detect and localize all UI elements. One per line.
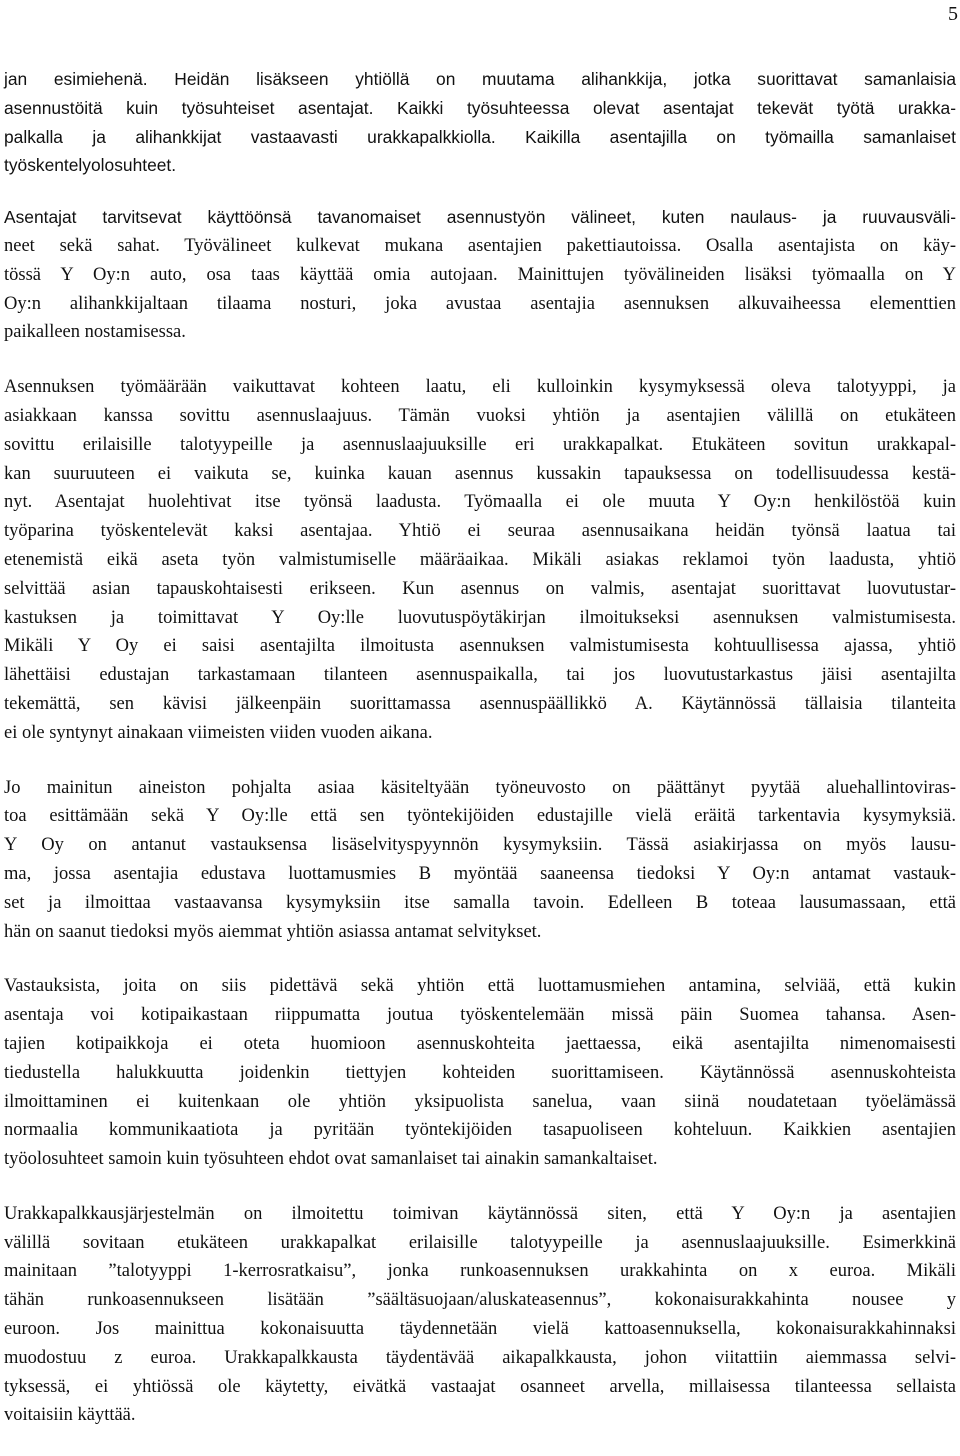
text-line: euroon. Jos mainittua kokonaisuutta täydennetään vielä kattoasennuksella, kokonaisurakkahinnaksi: [4, 1319, 956, 1340]
text-line: Mikäli Y Oy ei saisi asentajilta ilmoitusta asennuksen valmistumisesta kohtuullisessa ajassa, yhtiö: [4, 636, 956, 657]
text-line: tähän runkoasennukseen lisätään ”säältäsuojaan/aluskateasennus”, kokonaisurakkahinta nousee y: [4, 1290, 956, 1311]
text-line: ei ole syntynyt ainakaan viimeisten viiden vuoden aikana.: [4, 722, 433, 743]
text-line: tiedustella halukkuutta joidenkin tiettyjen kohteiden suorittamiseen. Käytännössä asennuskohteista: [4, 1062, 956, 1083]
text-line: asennustöitä kuin työsuhteiset asentajat. Kaikki työsuhteessa olevat asentajat tekevät työtä urakka-: [4, 97, 956, 118]
text-line: Oy:n alihankkijaltaan tilaama nosturi, joka avustaa asentajia asennuksen alkuvaiheessa elementtien: [4, 293, 956, 314]
text-line: työskentelyolosuhteet.: [4, 155, 177, 176]
text-line: sovittu erilaisille talotyypeille ja asennuslaajuuksille eri urakkapalkat. Etukäteen sovitun urakkapal-: [4, 434, 956, 455]
text-line: hän on saanut tiedoksi myös aiemmat yhtiön asiassa antamat selvitykset.: [4, 921, 542, 942]
text-line: Jo mainitun aineiston pohjalta asiaa käsiteltyään työneuvosto on päättänyt pyytää aluehallintoviras-: [4, 777, 956, 798]
text-line: neet sekä sahat. Työvälineet kulkevat mukana asentajien pakettiautoissa. Osalla asentajista on käy-: [4, 235, 956, 256]
paragraph-3: [4, 373, 956, 747]
paragraph-1: [4, 65, 956, 180]
text-line: työparina työskentelevät kaksi asentajaa. Yhtiö ei seuraa asennusaikana heidän työnsä laatua tai: [4, 521, 956, 542]
paragraph-4: [4, 774, 956, 947]
text-line: ilmoittaminen ei kuitenkaan ole yhtiön yksipuolista sanelua, vaan siinä noudatetaan työelämässä: [4, 1091, 956, 1112]
paragraph-6: [4, 1200, 956, 1430]
text-line: palkalla ja alihankkijat vastaavasti urakkapalkkiolla. Kaikilla asentajilla on työmailla samanlaiset: [4, 126, 956, 147]
text-line: lähettäisi edustajan tarkastamaan tilanteen asennuspaikalla, tai jos luovutustarkastus jäisi asentajilta: [4, 665, 956, 686]
text-line: tyksessä, ei yhtiössä ole käytetty, eivätkä vastaajat osanneet arvella, millaisessa tilanteessa sellaista: [4, 1376, 956, 1397]
text-line: asiakkaan kanssa sovittu asennuslaajuus. Tämän vuoksi yhtiön ja asentajien välillä on etukäteen: [4, 405, 956, 426]
text-line: välillä sovitaan etukäteen urakkapalkat erilaisille talotyypeille ja asennuslaajuuksille. Esimerkkinä: [4, 1232, 956, 1253]
document-body: [4, 65, 956, 1456]
text-line: Asennuksen työmäärään vaikuttavat kohteen laatu, eli kulloinkin kysymyksessä oleva talotyyppi, ja: [4, 377, 956, 398]
paragraph-2: [4, 203, 956, 347]
text-line: Urakkapalkkausjärjestelmän on ilmoitettu toimivan käytännössä siten, että Y Oy:n ja asentajien: [4, 1203, 956, 1224]
text-line: paikalleen nostamisessa.: [4, 322, 186, 343]
text-line: set ja ilmoittaa vastaavansa kysymyksiin itse samalla tavoin. Edelleen B toteaa lausumassaan, että: [4, 892, 956, 913]
text-line: työolosuhteet samoin kuin työsuhteen ehdot ovat samanlaiset tai ainakin samankaltaiset.: [4, 1149, 658, 1170]
text-line: etenemistä eikä aseta työn valmistumiselle määräaikaa. Mikäli asiakas reklamoi työn laadusta, yhtiö: [4, 549, 956, 570]
text-line: kastuksen ja toimittavat Y Oy:lle luovutuspöytäkirjan ilmoitukseksi asennuksen valmistumisesta.: [4, 607, 956, 628]
text-line: selvittää asian tapauskohtaisesti erikseen. Kun asennus on valmis, asentajat suorittavat luovutustar-: [4, 578, 956, 599]
text-line: nyt. Asentajat huolehtivat itse työnsä laadusta. Työmaalla ei ole muuta Y Oy:n henkilöstöä kuin: [4, 492, 956, 513]
text-line: Y Oy on antanut vastauksensa lisäselvityspyynnön kysymyksiin. Tässä asiakirjassa on myös lausu-: [4, 835, 956, 856]
text-line: tössä Y Oy:n auto, osa taas käyttää omia autojaan. Mainittujen työvälineiden lisäksi työmaalla on Y: [4, 264, 956, 285]
text-line: Vastauksista, joita on siis pidettävä sekä yhtiön että luottamusmiehen antamina, selviää, että kukin: [4, 976, 956, 997]
text-line: muodostuu z euroa. Urakkapalkkausta täydentävää aikapalkkausta, johon viitattiin aiemmassa selvi-: [4, 1347, 956, 1368]
text-line: tekemättä, sen kävisi jälkeenpäin suorittamassa asennuspäällikkö A. Käytännössä tällaisia tilanteita: [4, 693, 956, 714]
text-line: asentaja voi kotipaikastaan riippumatta joutua työskentelemään missä päin Suomea tahansa. Asen-: [4, 1005, 956, 1026]
page-number: 5: [948, 3, 958, 25]
text-line: normaalia kommunikaatiota ja pyritään työntekijöiden tasapuoliseen kohteluun. Kaikkien asentajien: [4, 1120, 956, 1141]
text-line: mainitaan ”talotyyppi 1-kerrosratkaisu”, jonka runkoasennuksen urakkahinta on x euroa. Mikäli: [4, 1261, 956, 1282]
text-line: Asentajat tarvitsevat käyttöönsä tavanomaiset asennustyön välineet, kuten naulaus- ja ruuvausväli-: [4, 207, 956, 228]
text-line: toa esittämään sekä Y Oy:lle että sen työntekijöiden edustajille vielä eräitä tarkentavia kysymyksiä.: [4, 806, 956, 827]
text-line: kan suuruuteen ei vaikuta se, kuinka kauan asennus kussakin tapauksessa on todellisuudessa kestä-: [4, 463, 956, 484]
text-line: ma, jossa asentajia edustava luottamusmies B myöntää saaneensa tiedoksi Y Oy:n antamat vastauk-: [4, 863, 956, 884]
text-line: tajien kotipaikkoja ei oteta huomioon asennuskohteita jaettaessa, eikä asentajilta nimenomaisesti: [4, 1033, 956, 1054]
text-line: voitaisiin käyttää.: [4, 1405, 136, 1426]
paragraph-5: [4, 972, 956, 1174]
text-line: jan esimiehenä. Heidän lisäkseen yhtiöllä on muutama alihankkija, jotka suorittavat samanlaisia: [4, 69, 956, 89]
